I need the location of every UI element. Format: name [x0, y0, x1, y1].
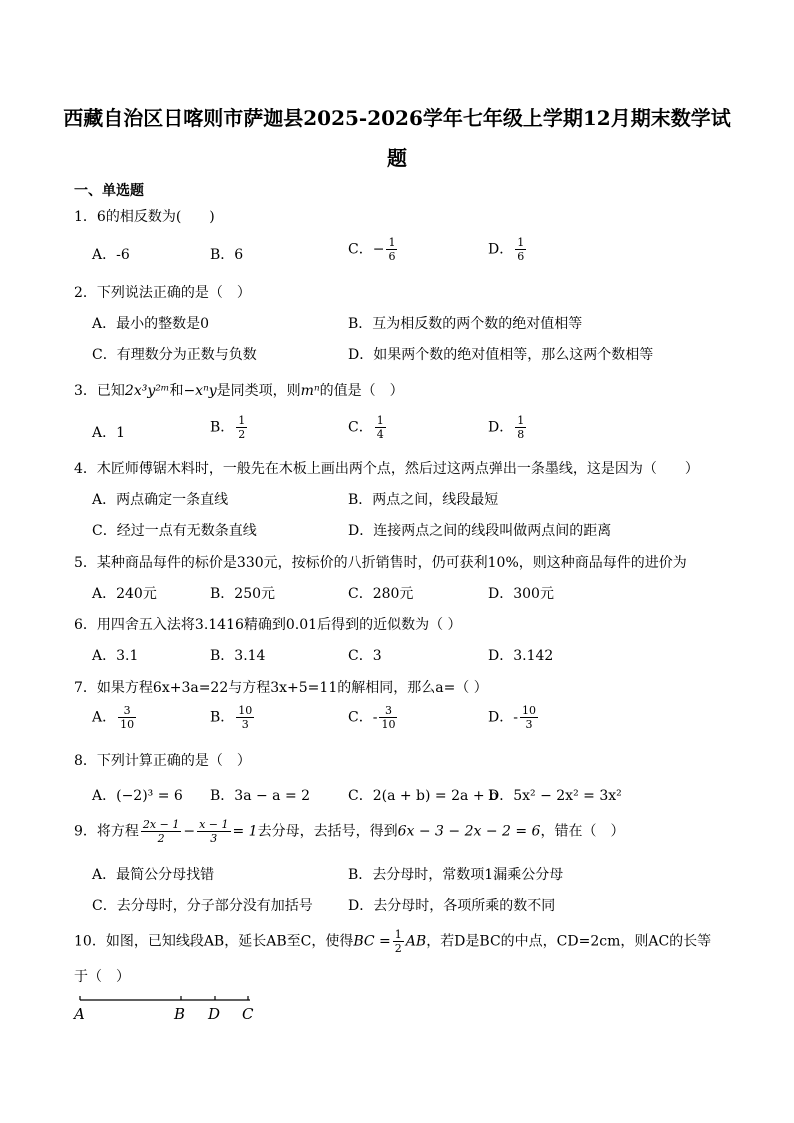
stem-text: 和 [169, 383, 184, 399]
math-term: −xⁿy [183, 383, 217, 399]
question-3 [74, 380, 404, 400]
point-label-d: D [208, 1005, 221, 1023]
page-title-cont: 题 [387, 146, 407, 170]
fraction [515, 414, 526, 441]
option-label: D． [488, 241, 514, 258]
q6-option-d: D．3.142 [488, 648, 554, 664]
point-label-b: B [174, 1005, 186, 1023]
q9-option-b: B．去分母时，常数项1漏乘公分母 [348, 867, 564, 883]
section-heading: 一、单选题 [74, 183, 144, 199]
q4-option-a: A．两点确定一条直线 [92, 492, 229, 508]
segment-diagram [70, 990, 270, 1024]
question-2: 2．下列说法正确的是（ ） [74, 285, 251, 301]
denominator: 2 [394, 942, 402, 955]
point-label-c: C [242, 1005, 254, 1023]
math-term: 6x − 3 − 2x − 2 = 6 [397, 823, 541, 840]
q1-option-c [348, 236, 399, 263]
option-label: C． [348, 419, 373, 436]
denominator: 3 [210, 832, 218, 845]
q2-option-a: A．最小的整数是0 [92, 316, 210, 332]
numerator: x − 1 [199, 818, 229, 831]
q4-option-b: B．两点之间，线段最短 [348, 492, 499, 508]
question-5: 5．某种商品每件的标价是330元，按标价的八折销售时，仍可获利10%，则这种商品每件的进价为 [74, 555, 687, 571]
numerator: 1 [388, 236, 396, 249]
q5-option-d: D．300元 [488, 586, 554, 602]
denominator: 4 [376, 428, 384, 441]
option-label: B． [210, 709, 235, 726]
q3-option-b [210, 414, 249, 441]
denominator: 6 [388, 250, 396, 263]
fraction [141, 818, 181, 845]
question-8: 8．下列计算正确的是（ ） [74, 753, 251, 769]
q8-option-a: A．(−2)³ = 6 [92, 788, 183, 804]
fraction [386, 236, 397, 263]
q5-option-b: B．250元 [210, 586, 276, 602]
q3-option-c [348, 414, 388, 441]
math-term: = 1 [232, 823, 258, 840]
q7-option-a [92, 704, 138, 731]
q7-option-b [210, 704, 256, 731]
stem-text: ，错在（ ） [540, 823, 625, 840]
numerator: 10 [521, 704, 536, 717]
question-10-cont: 于（ ） [74, 969, 130, 985]
q2-option-b: B．互为相反数的两个数的绝对值相等 [348, 316, 583, 332]
q2-option-c: C．有理数分为正数与负数 [92, 347, 257, 363]
fraction [118, 704, 136, 731]
question-6: 6．用四舍五入法将3.1416精确到0.01后得到的近似数为（ ） [74, 617, 462, 633]
q6-option-a: A．3.1 [92, 648, 139, 664]
question-7: 7．如果方程6x+3a=22与方程3x+5=11的解相同，那么a=（ ） [74, 680, 488, 696]
stem-text: 9．将方程 [74, 823, 139, 840]
stem-text: 的值是（ ） [319, 383, 404, 399]
denominator: 8 [517, 428, 525, 441]
q6-option-b: B．3.14 [210, 648, 266, 664]
question-10 [74, 928, 711, 955]
fraction [236, 414, 247, 441]
denominator: 2 [157, 832, 165, 845]
question-4: 4．木匠师傅锯木料时，一般先在木板上画出两个点，然后过这两点弹出一条墨线，这是因为（ ） [74, 461, 699, 477]
q7-option-c [348, 704, 399, 731]
numerator: 1 [517, 236, 525, 249]
stem-text: 去分母，去括号，得到 [257, 823, 398, 840]
stem-text: 10．如图，已知线段AB，延长AB至C，使得 [74, 933, 354, 950]
q5-option-a: A．240元 [92, 586, 157, 602]
fraction [197, 818, 230, 845]
option-label: B． [210, 419, 235, 436]
option-label: D． [488, 419, 514, 436]
question-9 [74, 818, 624, 845]
q1-option-b: B．6 [210, 247, 244, 263]
denominator: 10 [381, 718, 396, 731]
q3-option-a: A．1 [92, 425, 126, 441]
option-label: C．− [348, 241, 385, 258]
math-term: mⁿ [300, 383, 320, 399]
q9-option-d: D．去分母时，各项所乘的数不同 [348, 898, 556, 914]
q6-option-c: C．3 [348, 648, 382, 664]
math-term: AB [405, 933, 427, 950]
q1-option-d [488, 236, 528, 263]
option-label: C．- [348, 709, 378, 726]
fraction [236, 704, 254, 731]
q4-option-d: D．连接两点之间的线段叫做两点间的距离 [348, 523, 612, 539]
question-1: 1．6的相反数为( ) [74, 209, 215, 225]
q5-option-c: C．280元 [348, 586, 414, 602]
math-term: 2x³y²ᵐ [124, 383, 170, 399]
numerator: 1 [394, 928, 402, 941]
q2-option-d: D．如果两个数的绝对值相等，那么这两个数相等 [348, 347, 654, 363]
fraction [375, 414, 386, 441]
denominator: 3 [241, 718, 249, 731]
denominator: 6 [517, 250, 525, 263]
numerator: 1 [238, 414, 246, 427]
stem-text: 是同类项，则 [216, 383, 301, 399]
q3-option-d [488, 414, 528, 441]
point-label-a: A [74, 1005, 85, 1023]
stem-text: 3．已知 [74, 383, 125, 399]
fraction [393, 928, 404, 955]
fraction [515, 236, 526, 263]
numerator: 2x − 1 [142, 818, 180, 831]
fraction [379, 704, 397, 731]
fraction [520, 704, 538, 731]
denominator: 3 [525, 718, 533, 731]
page-title: 西藏自治区日喀则市萨迦县2025-2026学年七年级上学期12月期末数学试 [63, 106, 731, 130]
q1-option-a: A．-6 [92, 247, 130, 263]
numerator: 1 [517, 414, 525, 427]
q7-option-d [488, 704, 540, 731]
q9-option-a: A．最简公分母找错 [92, 867, 215, 883]
numerator: 10 [238, 704, 253, 717]
math-term: BC = [353, 933, 391, 950]
q8-option-b: B．3a − a = 2 [210, 788, 311, 804]
option-label: D．- [488, 709, 518, 726]
numerator: 3 [379, 704, 397, 718]
q4-option-c: C．经过一点有无数条直线 [92, 523, 257, 539]
operator: − [183, 823, 196, 840]
denominator: 10 [120, 718, 135, 731]
option-label: A． [92, 709, 117, 726]
stem-text: ，若D是BC的中点，CD=2cm，则AC的长等 [426, 933, 712, 950]
q8-option-d: D．5x² − 2x² = 3x² [488, 788, 622, 804]
numerator: 1 [376, 414, 384, 427]
q8-option-c: C．2(a + b) = 2a + b [348, 788, 498, 804]
numerator: 3 [118, 704, 136, 718]
denominator: 2 [238, 428, 246, 441]
q9-option-c: C．去分母时，分子部分没有加括号 [92, 898, 313, 914]
